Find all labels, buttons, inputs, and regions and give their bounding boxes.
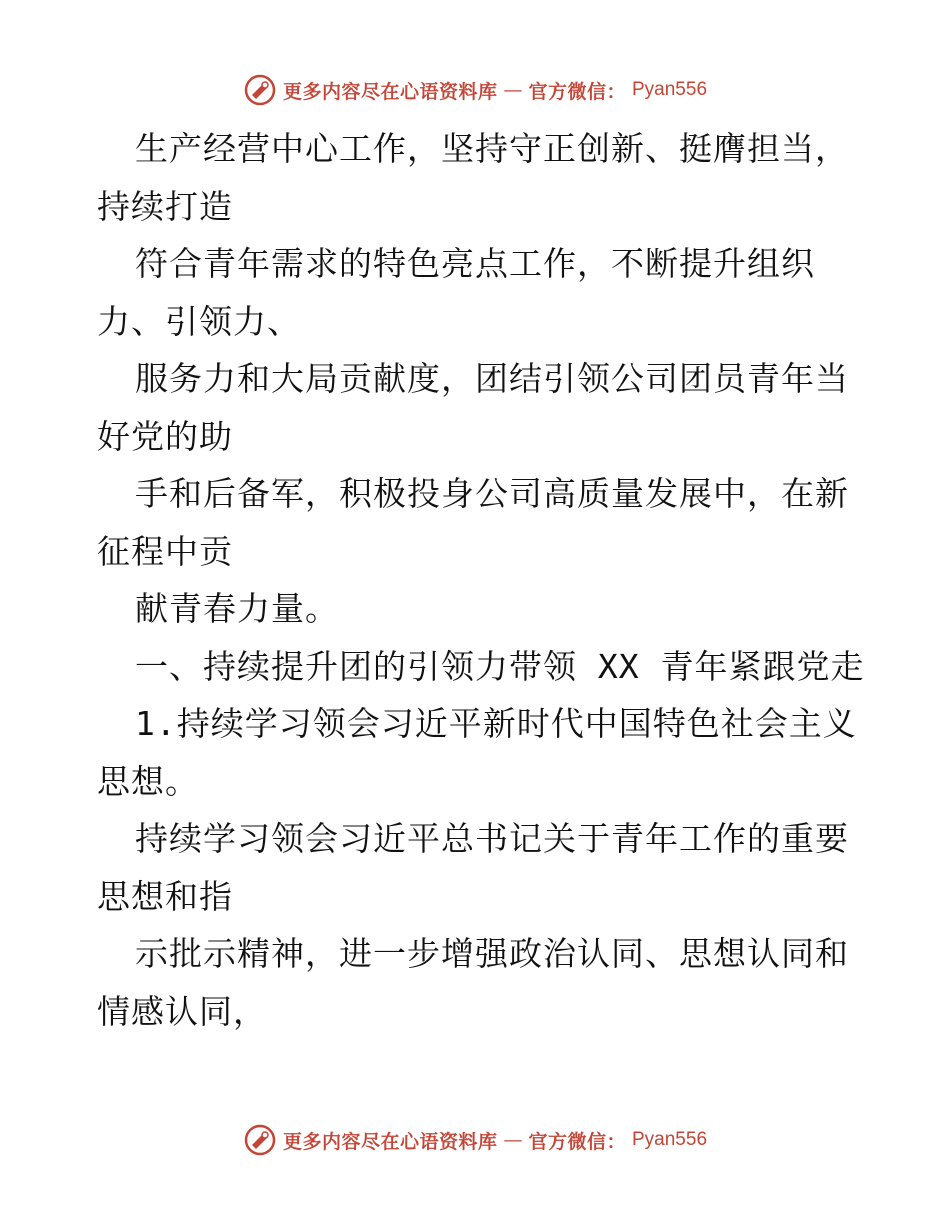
- body-line: 持续打造: [97, 186, 233, 226]
- body-line: 征程中贡: [97, 531, 233, 571]
- section-heading: 一、持续提升团的引领力带领 XX 青年紧跟党走: [135, 646, 865, 686]
- body-line: 1.持续学习领会习近平新时代中国特色社会主义: [135, 704, 857, 743]
- header-separator: —: [503, 79, 523, 101]
- body-line: 思想。: [97, 761, 199, 801]
- footer-banner: [0, 1120, 950, 1160]
- body-line: 手和后备军，积极投身公司高质量发展中，在新: [135, 474, 849, 513]
- footer-site-text: 更多内容尽在心语资料库: [282, 1130, 498, 1153]
- header-banner: [0, 70, 950, 110]
- body-line: 情感认同，: [97, 991, 267, 1031]
- document-body: [97, 120, 865, 1040]
- header-site-text: 更多内容尽在心语资料库: [282, 80, 498, 103]
- body-line: 好党的助: [97, 416, 233, 456]
- footer-handle: Pyan556: [632, 1129, 708, 1150]
- footer-separator: —: [503, 1129, 523, 1151]
- body-line: 示批示精神，进一步增强政治认同、思想认同和: [135, 934, 849, 973]
- body-line: 持续学习领会习近平总书记关于青年工作的重要: [135, 819, 849, 858]
- body-line: 力、引领力、: [97, 301, 301, 341]
- seal-logo-icon: [243, 73, 277, 107]
- body-line: 符合青年需求的特色亮点工作，不断提升组织: [135, 244, 815, 283]
- body-line: 思想和指: [97, 876, 233, 916]
- body-line: 服务力和大局贡献度，团结引领公司团员青年当: [135, 359, 849, 398]
- footer-contact-label: 官方微信：: [528, 1130, 626, 1153]
- body-line: 献青春力量。: [135, 589, 339, 628]
- header-handle: Pyan556: [632, 79, 708, 100]
- body-line: 生产经营中心工作，坚持守正创新、挺膺担当，: [135, 129, 849, 168]
- seal-logo-icon: [243, 1123, 277, 1157]
- header-contact-label: 官方微信：: [528, 80, 626, 103]
